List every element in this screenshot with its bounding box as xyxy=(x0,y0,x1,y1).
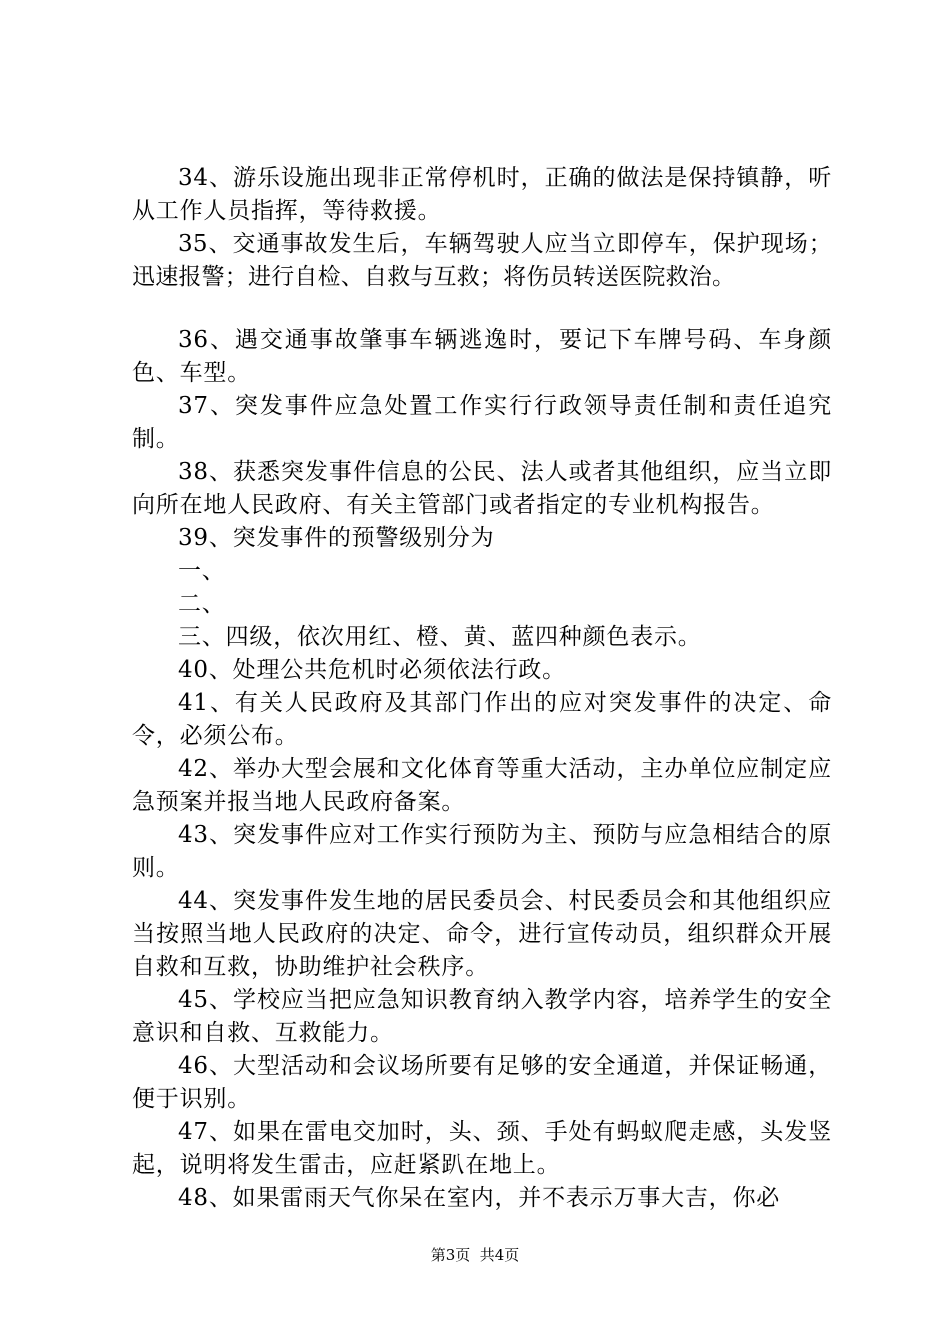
paragraph-45: 45、学校应当把应急知识教育纳入教学内容，培养学生的安全意识和自救、互救能力。 xyxy=(132,987,832,1046)
paragraph-47: 47、如果在雷电交加时，头、颈、手处有蚂蚁爬走感，头发竖起，说明将发生雷击，应赶紧趴在地上。 xyxy=(132,1119,832,1178)
paragraph-42: 42、举办大型会展和文化体育等重大活动，主办单位应制定应急预案并报当地人民政府备案。 xyxy=(132,756,832,815)
paragraph-48: 48、如果雷雨天气你呆在室内，并不表示万事大吉，你必 xyxy=(178,1185,781,1211)
paragraph-38: 38、获悉突发事件信息的公民、法人或者其他组织，应当立即向所在地人民政府、有关主管部门或者指定的专业机构报告。 xyxy=(132,459,832,518)
page-number-label: 第3页 共4页 xyxy=(430,1246,520,1264)
page-footer xyxy=(0,1245,950,1265)
document-body xyxy=(132,162,832,1215)
paragraph-44: 44、突发事件发生地的居民委员会、村民委员会和其他组织应当按照当地人民政府的决定、命令，进行宣传动员，组织群众开展自救和互救，协助维护社会秩序。 xyxy=(132,888,832,980)
paragraph-34: 34、游乐设施出现非正常停机时，正确的做法是保持镇静，听从工作人员指挥，等待救援。 xyxy=(132,165,832,224)
paragraph-39-item-2: 二、 xyxy=(178,591,226,617)
paragraph-37: 37、突发事件应急处置工作实行行政领导责任制和责任追究制。 xyxy=(132,393,832,452)
paragraph-36: 36、遇交通事故肇事车辆逃逸时，要记下车牌号码、车身颜色、车型。 xyxy=(132,327,832,386)
paragraph-35: 35、交通事故发生后，车辆驾驶人应当立即停车，保护现场；迅速报警；进行自检、自救与互救；将伤员转送医院救治。 xyxy=(132,231,832,290)
paragraph-46: 46、大型活动和会议场所要有足够的安全通道，并保证畅通，便于识别。 xyxy=(132,1053,832,1112)
paragraph-43: 43、突发事件应对工作实行预防为主、预防与应急相结合的原则。 xyxy=(132,822,832,881)
paragraph-40: 40、处理公共危机时必须依法行政。 xyxy=(178,657,566,683)
paragraph-41: 41、有关人民政府及其部门作出的应对突发事件的决定、命令，必须公布。 xyxy=(132,690,832,749)
paragraph-gap xyxy=(132,294,832,324)
paragraph-39: 39、突发事件的预警级别分为 xyxy=(178,525,495,551)
paragraph-39-item-1: 一、 xyxy=(178,558,226,584)
paragraph-39-item-3: 三、四级，依次用红、橙、黄、蓝四种颜色表示。 xyxy=(178,624,702,650)
